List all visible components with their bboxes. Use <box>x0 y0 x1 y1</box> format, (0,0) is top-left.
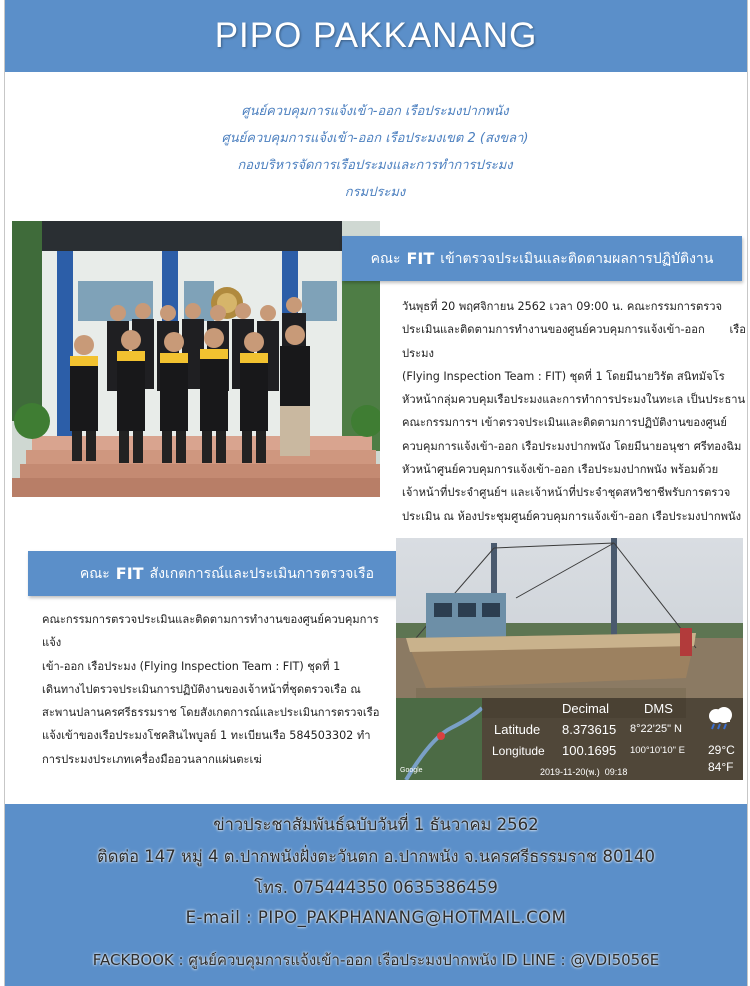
footer-email: E-mail : PIPO_PAKPHANANG@HOTMAIL.COM <box>185 908 567 927</box>
section1-line: (Flying Inspection Team : FIT) ชุดที่ 1 โดยมีนายวิรัต สนิทมัจโร <box>402 369 725 383</box>
page-title: PIPO PAKKANANG <box>214 16 538 55</box>
section1-banner-prefix: คณะ <box>370 250 401 267</box>
section1-line: คณะกรรมการฯ เข้าตรวจประเมินและติดตามการปฏิบัติงานของศูนย์ <box>402 416 727 430</box>
temperature-fahrenheit: 84°F <box>708 760 734 774</box>
section1-line: ประเมินและติดตามการทำงานของศูนย์ควบคุมการแจ้งเข้า-ออก เรือประมง <box>402 323 746 360</box>
header-bar <box>5 0 747 72</box>
photo-timestamp: 2019-11-20(พ.) 09:18 <box>540 767 628 777</box>
section2-line: สะพานปลานครศรีธรรมราช โดยสังเกตการณ์และประเมินการตรวจเรือ <box>42 706 380 720</box>
longitude-label: Longitude <box>492 744 545 758</box>
subheading-center-name: ศูนย์ควบคุมการแจ้งเข้า-ออก เรือประมงปากพนัง <box>241 104 509 119</box>
latitude-decimal: 8.373615 <box>562 722 617 737</box>
section1-line: หัวหน้ากลุ่มควบคุมเรือประมงและการทำการประมงในทะเล เป็นประธาน <box>402 393 746 407</box>
map-brand: Google <box>400 767 423 774</box>
section1-banner <box>342 236 742 281</box>
section2-banner-prefix: คณะ <box>79 565 110 582</box>
section2-line: คณะกรรมการตรวจประเมินและติดตามการทำงานของศูนย์ควบคุมการแจ้ง <box>42 613 379 650</box>
section2-article <box>42 608 388 771</box>
footer-address: ติดต่อ 147 หมู่ 4 ต.ปากพนังฝั่งตะวันตก อ.ปากพนัง จ.นครศรีธรรมราช 80140 <box>97 847 655 866</box>
longitude-decimal: 100.1695 <box>562 743 617 758</box>
group-photo-illustration <box>12 221 380 497</box>
section1-line: หัวหน้าศูนย์ควบคุมการแจ้งเข้า-ออก เรือประมงปากพนัง พร้อมด้วย <box>402 463 719 477</box>
section2-line: การประมงประเภทเครื่องมืออวนลากแผ่นตะเฆ่ <box>42 752 262 766</box>
subheading-division: กองบริหารจัดการเรือประมงและการทำการประมง <box>237 158 513 173</box>
section1-line: เจ้าหน้าที่ประจำศูนย์ฯ และเจ้าหน้าที่ประจำชุดสหวิชาชีพรับการตรวจ <box>402 486 731 500</box>
temperature-celsius: 29°C <box>708 743 735 757</box>
weather-icon <box>704 706 736 730</box>
footer-press-release-date: ข่าวประชาสัมพันธ์ฉบับวันที่ 1 ธันวาคม 2562 <box>213 815 539 834</box>
section1-line: ควบคุมการแจ้งเข้า-ออก เรือประมงปากพนัง โดยมีนายอนุชา ศรีทองฉิม <box>402 439 742 453</box>
section1-article <box>402 295 746 528</box>
section1-line: ประเมิน ณ ห้องประชุมศูนย์ควบคุมการแจ้งเข้า-ออก เรือประมงปากพนัง <box>402 509 742 523</box>
section2-line: แจ้งเข้าของเรือประมงโชคสินไพบูลย์ 1 ทะเบียนเรือ 584503302 ทำ <box>42 729 371 743</box>
latitude-dms: 8°22'25" N <box>630 723 682 735</box>
section2-line: เดินทางไปตรวจประเมินการปฏิบัติงานของเจ้าหน้าที่ชุดตรวจเรือ ณ <box>42 682 361 696</box>
section2-banner-suffix: สังเกตการณ์และประเมินการตรวจเรือ <box>149 565 375 582</box>
section1-banner-bold: FIT <box>406 249 435 268</box>
footer-phone: โทร. 075444350 0635386459 <box>254 878 498 897</box>
section2-banner-bold: FIT <box>115 564 144 583</box>
section1-banner-suffix: เข้าตรวจประเมินและติดตามผลการปฏิบัติงาน <box>440 250 714 267</box>
footer-panel <box>5 804 747 986</box>
decimal-label: Decimal <box>562 701 609 716</box>
section2-line: เข้า-ออก เรือประมง (Flying Inspection Team : FIT) ชุดที่ 1 <box>42 659 341 673</box>
section2-banner <box>28 551 426 596</box>
dms-label: DMS <box>644 701 673 716</box>
subheading-department: กรมประมง <box>344 185 406 200</box>
subheading-zone: ศูนย์ควบคุมการแจ้งเข้า-ออก เรือประมงเขต 2 (สงขลา) <box>221 131 529 146</box>
section1-line: วันพุธที่ 20 พฤศจิกายน 2562 เวลา 09:00 น. คณะกรรมการตรวจ <box>402 300 723 313</box>
longitude-dms: 100°10'10" E <box>630 745 685 756</box>
footer-facebook-line: FACKBOOK : ศูนย์ควบคุมการแจ้งเข้า-ออก เรือประมงปากพนัง ID LINE : @VDI5056E <box>92 951 660 969</box>
boat-photo <box>396 538 743 780</box>
group-photo <box>12 221 380 497</box>
latitude-label: Latitude <box>494 722 541 737</box>
